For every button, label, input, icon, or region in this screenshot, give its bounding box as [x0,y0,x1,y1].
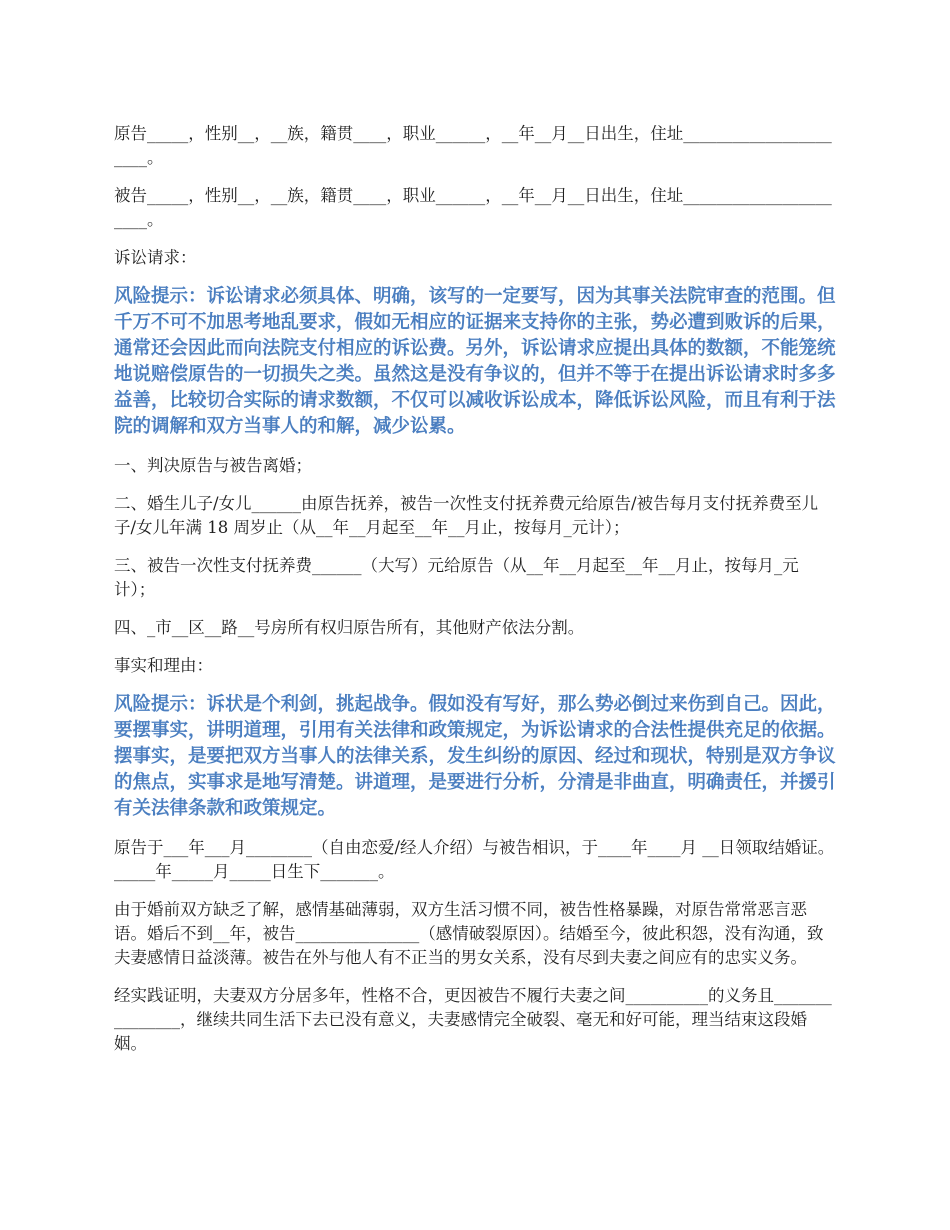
claim-3: 三、被告一次性支付抚养费______（大写）元给原告（从__年__月起至__年__月止，按每月_元计）； [114,556,799,599]
claim-1: 一、判决原告与被告离婚； [114,456,312,475]
fact-3: 经实践证明，夫妻双方分居多年，性格不合，更因被告不履行夫妻之间__________的义务且_______________，继续共同生活下去已没有意义，夫妻感情完全破裂、毫无和好可能，理当结束这段婚姻。 [114,986,832,1053]
plaintiff-line: 原告_____，性别__，__族，籍贯____，职业______，__年__月__日出生，住址______________________。 [114,124,832,167]
facts-heading: 事实和理由： [114,656,213,675]
risk-note-facts: 风险提示：诉状是个利剑，挑起战争。假如没有写好，那么势必倒过来伤到自己。因此，要摆事实，讲明道理，引用有关法律和政策规定，为诉讼请求的合法性提供充足的依据。摆事实，是要把双方当事人的法律关系，发生纠纷的原因、经过和现状，特别是双方争议的焦点，实事求是地写清楚。讲道理，是要进行分析，分清是非曲直，明确责任，并援引有关法律条款和政策规定。 [114,694,836,819]
risk-note-claims: 风险提示：诉讼请求必须具体、明确，该写的一定要写，因为其事关法院审查的范围。但千万不可不加思考地乱要求，假如无相应的证据来支持你的主张，势必遭到败诉的后果，通常还会因此而向法院支付相应的诉讼费。另外，诉讼请求应提出具体的数额，不能笼统地说赔偿原告的一切损失之类。虽然这是没有争议的，但并不等于在提出诉讼请求时多多益善，比较切合实际的请求数额，不仅可以减收诉讼成本，降低诉讼风险，而且有利于法院的调解和双方当事人的和解，减少讼累。 [114,286,836,437]
defendant-line: 被告_____，性别__，__族，籍贯____，职业______，__年__月__日出生，住址______________________。 [114,186,832,229]
claims-heading: 诉讼请求： [114,248,197,267]
claim-4: 四、_市__区__路__号房所有权归原告所有，其他财产依法分割。 [114,618,585,637]
fact-1: 原告于___年___月________（自由恋爱/经人介绍）与被告相识，于____年____月 __日领取结婚证。_____年_____月_____日生下_______。 [114,838,835,881]
fact-2: 由于婚前双方缺乏了解，感情基础薄弱，双方生活习惯不同，被告性格暴躁，对原告常常恶言恶语。婚后不到__年，被告_______________（感情破裂原因）。结婚至今，彼此积怨，没有沟通，致夫妻感情日益淡薄。被告在外与他人有不正当的男女关系，没有尽到夫妻之间应有的忠实义务。 [114,900,824,967]
claim-2: 二、婚生儿子/女儿______由原告抚养，被告一次性支付抚养费元给原告/被告每月支付抚养费至儿子/女儿年满 18 周岁止（从__年__月起至__年__月止，按每月_元计）； [114,494,819,537]
complaint-document [114,122,836,1070]
